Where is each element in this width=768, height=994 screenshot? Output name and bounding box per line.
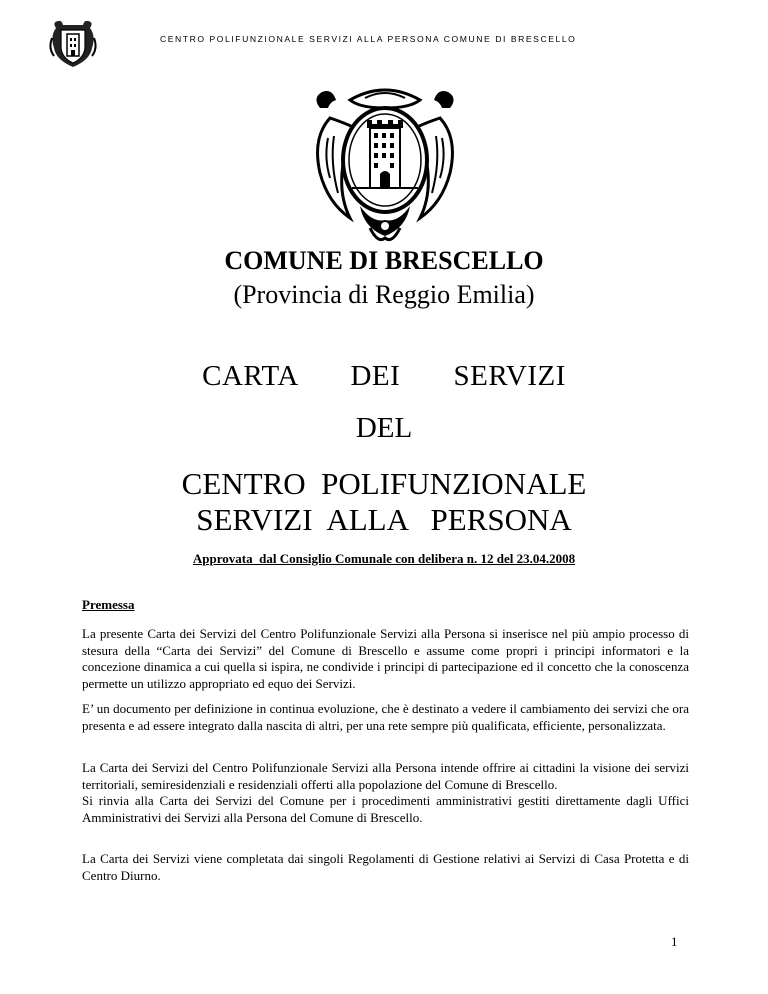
- center-name-line-1: CENTRO POLIFUNZIONALE: [181, 466, 587, 501]
- province-subtitle: (Provincia di Reggio Emilia): [233, 280, 535, 309]
- municipal-crest-small-icon: [48, 18, 98, 70]
- paragraph: La presente Carta dei Servizi del Centro Polifunzionale Servizi alla Persona si inserisce nel più ampio processo di stesura della “Carta dei Servizi” del Comune di Brescello e assume come propri i principi informatori e la concezione dinamica a cui quella si ispira, ne condivide i principi di partecipazione ed il concetto che la conoscenza permette un utilizzo appropriato ed equo dei Servizi.: [82, 626, 689, 691]
- brescello-coat-of-arms-icon: [310, 78, 460, 248]
- document-title: [0, 360, 768, 393]
- paragraph: La Carta dei Servizi del Centro Polifunzionale Servizi alla Persona intende offrire ai cittadini la visione dei servizi territoriali, semiresidenziali e residenziali offerti alla popolazione del Comune di Brescello.: [82, 760, 689, 792]
- approval-note: Approvata dal Consiglio Comunale con delibera n. 12 del 23.04.2008: [192, 551, 576, 566]
- paragraph: La Carta dei Servizi viene completata dai singoli Regolamenti di Gestione relativi ai Servizi di Casa Protetta e di Centro Diurno.: [82, 851, 689, 883]
- document-title-text: CARTA DEI SERVIZI: [202, 360, 566, 392]
- document-title-connector: DEL: [355, 412, 413, 444]
- paragraph-group: [82, 760, 689, 826]
- paragraph: E’ un documento per definizione in continua evoluzione, che è destinato a vedere il cambiamento dei servizi che ora presenta e ad essere integrato dalla nascita di altri, per una rete sempre più qualificata, efficiente, personalizzata.: [82, 701, 689, 733]
- municipality-title: COMUNE DI BRESCELLO: [224, 246, 544, 275]
- running-header: CENTRO POLIFUNZIONALE SERVIZI ALLA PERSONA COMUNE DI BRESCELLO: [160, 34, 577, 44]
- section-heading: Premessa: [82, 597, 135, 612]
- page-number: 1: [671, 934, 678, 949]
- center-name-line-2: SERVIZI ALLA PERSONA: [196, 502, 572, 537]
- center-name: [0, 466, 768, 538]
- paragraph: Si rinvia alla Carta dei Servizi del Comune per i procedimenti amministrativi gestiti direttamente dagli Uffici Amministrativi dei Servizi alla Persona del Comune di Brescello.: [82, 793, 689, 825]
